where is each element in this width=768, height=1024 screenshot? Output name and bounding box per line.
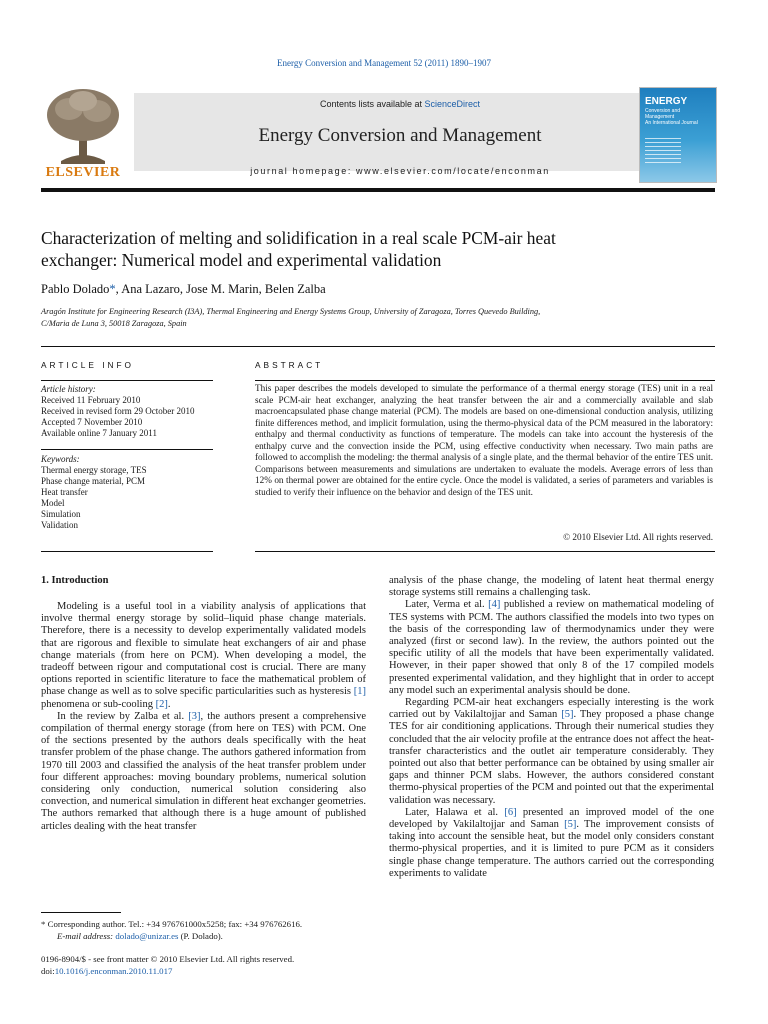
cover-tagline: An International Journal (645, 120, 698, 126)
section-rule (41, 346, 715, 347)
doi-line (41, 965, 294, 977)
left-column (41, 601, 366, 833)
abstract-copyright: © 2010 Elsevier Ltd. All rights reserved. (563, 532, 713, 542)
journal-banner (41, 87, 715, 187)
authors (41, 282, 326, 297)
paragraph: analysis of the phase change, the modeling of latent heat thermal energy storage systems still remains a challenging task. (389, 575, 714, 599)
keywords-label: Keywords: (41, 454, 80, 464)
article-info-rule (41, 380, 213, 381)
citation-link[interactable]: [5] (561, 709, 574, 721)
email-link[interactable]: dolado@unizar.es (115, 931, 179, 941)
section-heading-introduction: 1. Introduction (41, 575, 109, 586)
issn-block (41, 953, 294, 977)
paragraph-text: Later, Halawa et al. (405, 806, 505, 818)
journal-cover (639, 87, 717, 183)
doi-label: doi: (41, 966, 55, 976)
affiliation-line-1: Aragón Institute for Engineering Research (I3A), Thermal Engineering and Energy Systems Group, University of Zaragoza, Torres Quevedo Building, (41, 307, 541, 316)
paragraph-text: Regarding PCM-air heat exchangers especially interesting is the work carried out by Vakilaltojjar and Saman (389, 697, 714, 721)
affiliation (41, 306, 701, 330)
citation-link[interactable]: [6] (504, 806, 517, 818)
sciencedirect-link[interactable]: ScienceDirect (424, 99, 481, 109)
paragraph (41, 601, 366, 711)
corresponding-author-mark[interactable]: * (109, 282, 116, 296)
paragraph-text: presented an improved model of the one developed by Vakilaltojjar and Saman (389, 806, 714, 831)
cover-title-2: Conversion and Management (645, 108, 681, 120)
paragraph-text: . (167, 698, 171, 710)
doi-link[interactable]: 10.1016/j.enconman.2010.11.017 (54, 966, 173, 976)
journal-citation[interactable]: Energy Conversion and Management 52 (2011) 1890–1907 (277, 58, 491, 68)
paragraph-text: phenomena or sub-cooling (41, 698, 156, 710)
banner-box (134, 93, 666, 171)
issn-line: 0196-8904/$ - see front matter © 2010 Elsevier Ltd. All rights reserved. (41, 954, 295, 964)
footnote-email (41, 930, 381, 942)
keywords-rule (41, 449, 213, 450)
elsevier-wordmark: ELSEVIER (45, 165, 121, 180)
abstract-end-rule (255, 551, 715, 552)
keyword-item: Simulation (41, 509, 81, 519)
header-rule (41, 188, 715, 192)
keyword-item: Phase change material, PCM (41, 476, 145, 486)
cover-lines (645, 138, 681, 166)
info-end-rule (41, 551, 213, 552)
footnote-mark: * (41, 919, 46, 929)
citation-link[interactable]: [1] (353, 686, 366, 698)
footnote (41, 918, 381, 942)
footnote-rule (41, 912, 121, 913)
keyword-item: Heat transfer (41, 487, 88, 497)
citation-link[interactable]: [2] (155, 698, 168, 710)
paragraph (41, 711, 366, 833)
footnote-text: Corresponding author. Tel.: +34 976761000x5258; fax: +34 976762616. (45, 919, 303, 929)
keyword-item: Model (41, 498, 65, 508)
paragraph-text: . They proposed a phase change TES for air conditioning applications. Through their numerical studies they concluded that the air velocity profile at the entrance does not affect the heat-transfer characteristics and the outlet air temperature considerably. They pointed out also that better performance can be obtained by using smaller air gaps and thinner PCM slabs. However, the authors considered constant thermo-physical properties of the PCM and pointed out that the experimental validation was necessary. (389, 709, 714, 806)
paragraph (389, 599, 714, 697)
authors-rest: , Ana Lazaro, Jose M. Marin, Belen Zalba (115, 282, 326, 296)
citation-link[interactable]: [5] (564, 819, 577, 831)
paper-title-line-1: Characterization of melting and solidification in a real scale PCM-air heat (41, 228, 556, 248)
email-label: E-mail address: (57, 931, 116, 941)
paragraph-text: published a review on mathematical modeling of TES systems with PCM. The authors classified the models into two types on the basis of the corresponding law of thermodynamics under they were analyzed (first or second law). In the review, the authors pointed out the specific utility of all the models that have been experimentally validated. However, in their paper showed that only 8 of the 17 compiled models presented experimental validation, and they highlight that in order to accept any model such an experimental analysis should be done. (389, 599, 714, 696)
history-item: Available online 7 January 2011 (41, 428, 157, 438)
paragraph-text: Later, Verma et al. (405, 599, 489, 611)
citation-link[interactable]: [3] (188, 710, 201, 722)
paragraph-text: Modeling is a useful tool in a viability analysis of applications that involve thermal energy storage by solid–liquid phase change materials. Therefore, there is a necessity to develop experimentally validated models that are rigorous and flexible to simulate heat exchangers of air and phase change materials (from here on PCM). When developing a model, the tradeoff between rigour and computational cost is crucial. There are many options reported in scientific literature to face the mathematical problem of phase change as well as to solve specific particularities such as hysteresis (41, 601, 366, 698)
right-column (389, 575, 714, 880)
abstract-rule (255, 380, 715, 381)
cover-subtitle (645, 108, 705, 126)
article-info-heading: ARTICLE INFO (41, 360, 135, 370)
paper-title (41, 227, 701, 271)
citation-link[interactable]: [4] (488, 599, 501, 611)
keyword-item: Validation (41, 520, 78, 530)
email-suffix: (P. Dolado). (178, 931, 223, 941)
cover-title: ENERGY (645, 96, 688, 107)
affiliation-line-2: C/Maria de Luna 3, 50018 Zaragoza, Spain (41, 319, 187, 328)
paragraph-text: , the authors present a comprehensive compilation of thermal energy storage (from here on TES) with PCM. One of the sections presented by the authors deals specifically with the heat transfer problem of the phase change. The authors gathered information from 1970 till 2003 and classified the analysis of the heat transfer problem under four different approaches: moving boundary problems, numerical solution considering only conduction, numerical solution considering also convection, and numerical simulation in different heat exchanger geometries. The authors remarked that although there is a huge amount of published articles dealing with the heat transfer (41, 710, 367, 832)
author-1: Pablo Dolado (41, 282, 110, 296)
abstract-text: This paper describes the models developed to simulate the performance of a thermal energy storage (TES) unit in a real scale PCM-air heat exchanger, analyzing the heat transfer between the air and a commercially available and slab macroencapsulated phase change material (PCM). The models are based on one-dimensional conduction analysis, utilizing finite differences method, and implicit formulation, using the thermo-physical data of the PCM measured in the laboratory: enthalpy and thermal conductivity as functions of temperature. The models can take into account the hysteresis of the enthalpy curve and the convection inside the PCM, using effective conductivity when necessary. Two main paths are followed to accomplish the modeling: the thermal analysis of a single plate, and the thermal behavior of the entire TES unit. Comparisons between measurements and simulations are undertaken to evaluate the models. Average errors of less than 12% on thermal power are obtained for the entire cycle. Once the model is validated, a series of parameters and variables is studied to verify their influence on the behavior and design of the TES unit. (255, 383, 713, 497)
history-item: Accepted 7 November 2010 (41, 417, 143, 427)
keyword-item: Thermal energy storage, TES (41, 465, 147, 475)
history-item: Received 11 February 2010 (41, 395, 141, 405)
journal-title: Energy Conversion and Management (258, 125, 542, 146)
history-item: Received in revised form 29 October 2010 (41, 406, 195, 416)
journal-homepage[interactable]: journal homepage: www.elsevier.com/locate/enconman (250, 166, 550, 176)
paragraph (389, 807, 714, 880)
abstract-heading: ABSTRACT (255, 360, 324, 370)
article-history (41, 384, 231, 439)
footnote-corresponding (41, 918, 381, 930)
keywords (41, 454, 231, 531)
contents-prefix: Contents lists available at (319, 99, 425, 109)
paragraph-text: . The improvement consists of taking into account the sensible heat, but the model only considers constant thermo-physical properties, and it is limited to pure PCM as it considers single phase change temperature. The authors carried out the corresponding experiments to validate (389, 819, 714, 879)
history-label: Article history: (41, 384, 96, 394)
contents-line (134, 99, 666, 109)
paragraph (389, 697, 714, 807)
paper-title-line-2: exchanger: Numerical model and experimental validation (41, 250, 442, 270)
paragraph-text: In the review by Zalba et al. (57, 710, 189, 722)
